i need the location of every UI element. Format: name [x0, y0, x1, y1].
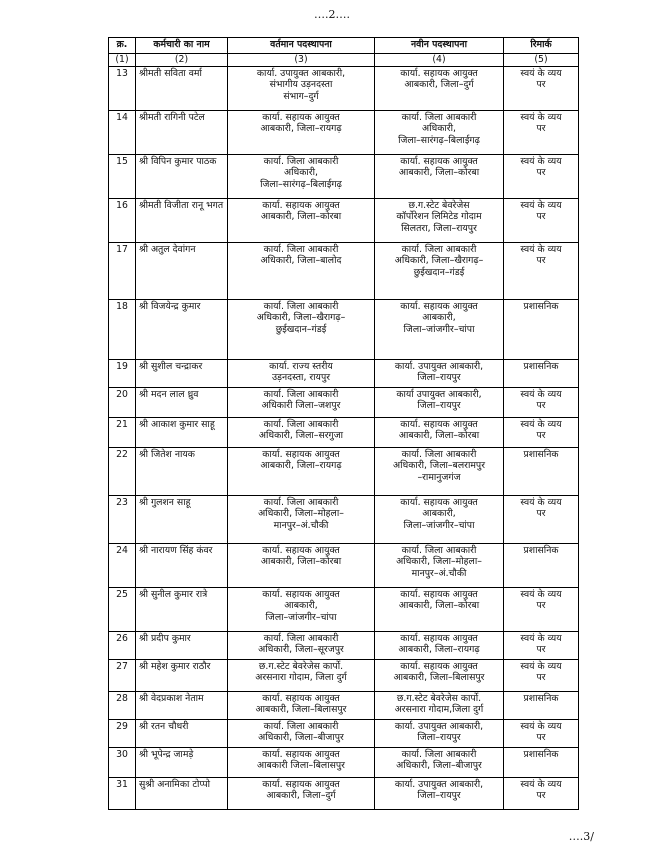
new-posting-cell: कार्या. सहायक आयुक्त आबकारी, जिला–रायगढ़	[375, 632, 504, 660]
table-row	[109, 692, 579, 720]
employee-name-cell: श्रीमती विजीता रानू भगत	[136, 199, 228, 243]
employee-name-cell: श्री गुलशन साहू	[136, 496, 228, 544]
new-posting-cell: कार्या. जिला आबकारी अधिकारी, जिला–बलरामपुर –रामानुजगंज	[375, 448, 504, 496]
remark-cell: स्वयं के व्यय पर	[504, 388, 579, 418]
remark-cell: स्वयं के व्यय पर	[504, 720, 579, 748]
serial-cell: 16	[109, 199, 136, 243]
serial-cell: 21	[109, 418, 136, 448]
table-row	[109, 111, 579, 155]
serial-cell: 20	[109, 388, 136, 418]
new-posting-cell: छ.ग.स्टेट बेवरेजेस कार्पो. अरसनारा गोदाम,जिला दुर्ग	[375, 692, 504, 720]
remark-cell: स्वयं के व्यय पर	[504, 778, 579, 810]
table-row	[109, 544, 579, 588]
current-posting-cell: कार्या. सहायक आयुक्त आबकारी जिला–बिलासपुर	[228, 748, 375, 778]
employee-name-cell: श्री प्रदीप कुमार	[136, 632, 228, 660]
header-remark: रिमार्क	[504, 38, 579, 54]
serial-cell: 18	[109, 300, 136, 360]
table-row	[109, 67, 579, 111]
remark-cell: प्रशासनिक	[504, 692, 579, 720]
employee-name-cell: श्री सुनील कुमार रात्रे	[136, 588, 228, 632]
serial-cell: 23	[109, 496, 136, 544]
current-posting-cell: कार्या. जिला आबकारी अधिकारी, जिला–बीजापुर	[228, 720, 375, 748]
employee-name-cell: श्री जितेश नायक	[136, 448, 228, 496]
new-posting-cell: कार्या. सहायक आयुक्त आबकारी, जिला–कोरबा	[375, 418, 504, 448]
serial-cell: 28	[109, 692, 136, 720]
table-row	[109, 778, 579, 810]
employee-name-cell: श्रीमती सविता वर्मा	[136, 67, 228, 111]
serial-cell: 30	[109, 748, 136, 778]
new-posting-cell: कार्या. जिला आबकारी अधिकारी, जिला–खैरागढ़– छुईखदान–गंडई	[375, 243, 504, 300]
header-row	[109, 38, 579, 54]
remark-cell: स्वयं के व्यय पर	[504, 199, 579, 243]
employee-name-cell: श्री भूपेन्द्र जामड़े	[136, 748, 228, 778]
serial-cell: 26	[109, 632, 136, 660]
serial-cell: 22	[109, 448, 136, 496]
current-posting-cell: कार्या. जिला आबकारी अधिकारी, जिला–सूरजपुर	[228, 632, 375, 660]
new-posting-cell: कार्या. सहायक आयुक्त आबकारी, जिला–कोरबा	[375, 155, 504, 199]
current-posting-cell: कार्या. राज्य स्तरीय उड़नदस्ता, रायपुर	[228, 360, 375, 388]
employee-name-cell: श्री मदन लाल ध्रुव	[136, 388, 228, 418]
serial-cell: 31	[109, 778, 136, 810]
table-row	[109, 748, 579, 778]
current-posting-cell: कार्या. उपायुक्त आबकारी, संभागीय उड़नदस्ता संभाग–दुर्ग	[228, 67, 375, 111]
remark-cell: स्वयं के व्यय पर	[504, 418, 579, 448]
remark-cell: स्वयं के व्यय पर	[504, 155, 579, 199]
new-posting-cell: कार्या. जिला आबकारी अधिकारी, जिला–सारंगढ़–बिलाईगढ़	[375, 111, 504, 155]
current-posting-cell: कार्या. जिला आबकारी अधिकारी, जिला–सरगुजा	[228, 418, 375, 448]
header-serial: क्र.	[109, 38, 136, 54]
serial-cell: 19	[109, 360, 136, 388]
remark-cell: स्वयं के व्यय पर	[504, 660, 579, 692]
new-posting-cell: कार्या. जिला आबकारी अधिकारी, जिला–मोहला– मानपुर–अं.चौकी	[375, 544, 504, 588]
remark-cell: स्वयं के व्यय पर	[504, 243, 579, 300]
employee-name-cell: श्री रतन चौधरी	[136, 720, 228, 748]
table-row	[109, 300, 579, 360]
new-posting-cell: कार्या. सहायक आयुक्त आबकारी, जिला–जांजगीर–चांपा	[375, 300, 504, 360]
remark-cell: स्वयं के व्यय पर	[504, 111, 579, 155]
current-posting-cell: कार्या. सहायक आयुक्त आबकारी, जिला–कोरबा	[228, 544, 375, 588]
employee-name-cell: श्री नारायण सिंह कंवर	[136, 544, 228, 588]
column-number: (4)	[375, 54, 504, 67]
table-row	[109, 360, 579, 388]
current-posting-cell: कार्या. जिला आबकारी अधिकारी, जिला–खैरागढ़– छुईखदान–गंडई	[228, 300, 375, 360]
remark-cell: प्रशासनिक	[504, 300, 579, 360]
serial-cell: 29	[109, 720, 136, 748]
table-row	[109, 199, 579, 243]
current-posting-cell: कार्या. सहायक आयुक्त आबकारी, जिला–बिलासपुर	[228, 692, 375, 720]
table-row	[109, 388, 579, 418]
remark-cell: स्वयं के व्यय पर	[504, 67, 579, 111]
table-row	[109, 496, 579, 544]
remark-cell: स्वयं के व्यय पर	[504, 496, 579, 544]
employee-name-cell: श्री आकाश कुमार साहू	[136, 418, 228, 448]
current-posting-cell: छ.ग.स्टेट बेवरेजेस कार्पो. अरसनारा गोदाम, जिला दुर्ग	[228, 660, 375, 692]
table-row	[109, 660, 579, 692]
serial-cell: 14	[109, 111, 136, 155]
new-posting-cell: कार्या. सहायक आयुक्त आबकारी, जिला–बिलासपुर	[375, 660, 504, 692]
current-posting-cell: कार्या. सहायक आयुक्त आबकारी, जिला–रायगढ़	[228, 448, 375, 496]
new-posting-cell: कार्या. उपायुक्त आबकारी, जिला–रायपुर	[375, 720, 504, 748]
table-row	[109, 243, 579, 300]
serial-cell: 25	[109, 588, 136, 632]
column-number-row	[109, 54, 579, 67]
remark-cell: प्रशासनिक	[504, 544, 579, 588]
current-posting-cell: कार्या. सहायक आयुक्त आबकारी, जिला–दुर्ग	[228, 778, 375, 810]
remark-cell: प्रशासनिक	[504, 748, 579, 778]
remark-cell: प्रशासनिक	[504, 360, 579, 388]
new-posting-cell: कार्या. सहायक आयुक्त आबकारी, जिला–जांजगीर–चांपा	[375, 496, 504, 544]
table-row	[109, 588, 579, 632]
table-row	[109, 632, 579, 660]
serial-cell: 13	[109, 67, 136, 111]
table-row	[109, 448, 579, 496]
employee-name-cell: श्री विजयेन्द्र कुमार	[136, 300, 228, 360]
serial-cell: 15	[109, 155, 136, 199]
page-number-bottom: ….3/	[568, 830, 594, 843]
new-posting-cell: कार्या उपायुक्त आबकारी, जिला–रायपुर	[375, 388, 504, 418]
remark-cell: स्वयं के व्यय पर	[504, 588, 579, 632]
current-posting-cell: कार्या. जिला आबकारी अधिकारी जिला–जशपुर	[228, 388, 375, 418]
column-number: (1)	[109, 54, 136, 67]
serial-cell: 17	[109, 243, 136, 300]
current-posting-cell: कार्या. सहायक आयुक्त आबकारी, जिला–जांजगीर–चांपा	[228, 588, 375, 632]
transfer-table	[108, 37, 579, 810]
current-posting-cell: कार्या. सहायक आयुक्त आबकारी, जिला–रायगढ़	[228, 111, 375, 155]
header-new-posting: नवीन पदस्थापना	[375, 38, 504, 54]
column-number: (5)	[504, 54, 579, 67]
page-number-top: ….2….	[314, 8, 350, 21]
employee-name-cell: श्री विपिन कुमार पाठक	[136, 155, 228, 199]
employee-name-cell: श्री वेदप्रकाश नेताम	[136, 692, 228, 720]
remark-cell: स्वयं के व्यय पर	[504, 632, 579, 660]
employee-name-cell: श्री सुशील चन्द्राकर	[136, 360, 228, 388]
current-posting-cell: कार्या. जिला आबकारी अधिकारी, जिला–बालोद	[228, 243, 375, 300]
new-posting-cell: कार्या. सहायक आयुक्त आबकारी, जिला–कोरबा	[375, 588, 504, 632]
current-posting-cell: कार्या. जिला आबकारी अधिकारी, जिला–मोहला– मानपुर–अं.चौकी	[228, 496, 375, 544]
column-number: (3)	[228, 54, 375, 67]
new-posting-cell: छ.ग.स्टेट बेवरेजेस कॉर्पोरेशन लिमिटेड गोदाम सिलतरा, जिला–रायपुर	[375, 199, 504, 243]
employee-name-cell: श्री अतुल देवांगन	[136, 243, 228, 300]
new-posting-cell: कार्या. उपायुक्त आबकारी, जिला–रायपुर	[375, 778, 504, 810]
serial-cell: 24	[109, 544, 136, 588]
column-number: (2)	[136, 54, 228, 67]
employee-name-cell: श्रीमती रागिनी पटेल	[136, 111, 228, 155]
serial-cell: 27	[109, 660, 136, 692]
new-posting-cell: कार्या. उपायुक्त आबकारी, जिला–रायपुर	[375, 360, 504, 388]
table-row	[109, 155, 579, 199]
employee-name-cell: श्री महेश कुमार राठौर	[136, 660, 228, 692]
header-current-posting: वर्तमान पदस्थापना	[228, 38, 375, 54]
employee-name-cell: सुश्री अनामिका टोप्पो	[136, 778, 228, 810]
table-row	[109, 418, 579, 448]
table-row	[109, 720, 579, 748]
remark-cell: प्रशासनिक	[504, 448, 579, 496]
new-posting-cell: कार्या. सहायक आयुक्त आबकारी, जिला–दुर्ग	[375, 67, 504, 111]
current-posting-cell: कार्या. जिला आबकारी अधिकारी, जिला–सारंगढ़–बिलाईगढ़	[228, 155, 375, 199]
current-posting-cell: कार्या. सहायक आयुक्त आबकारी, जिला–कोरबा	[228, 199, 375, 243]
new-posting-cell: कार्या. जिला आबकारी अधिकारी, जिला–बीजापुर	[375, 748, 504, 778]
header-employee-name: कर्मचारी का नाम	[136, 38, 228, 54]
